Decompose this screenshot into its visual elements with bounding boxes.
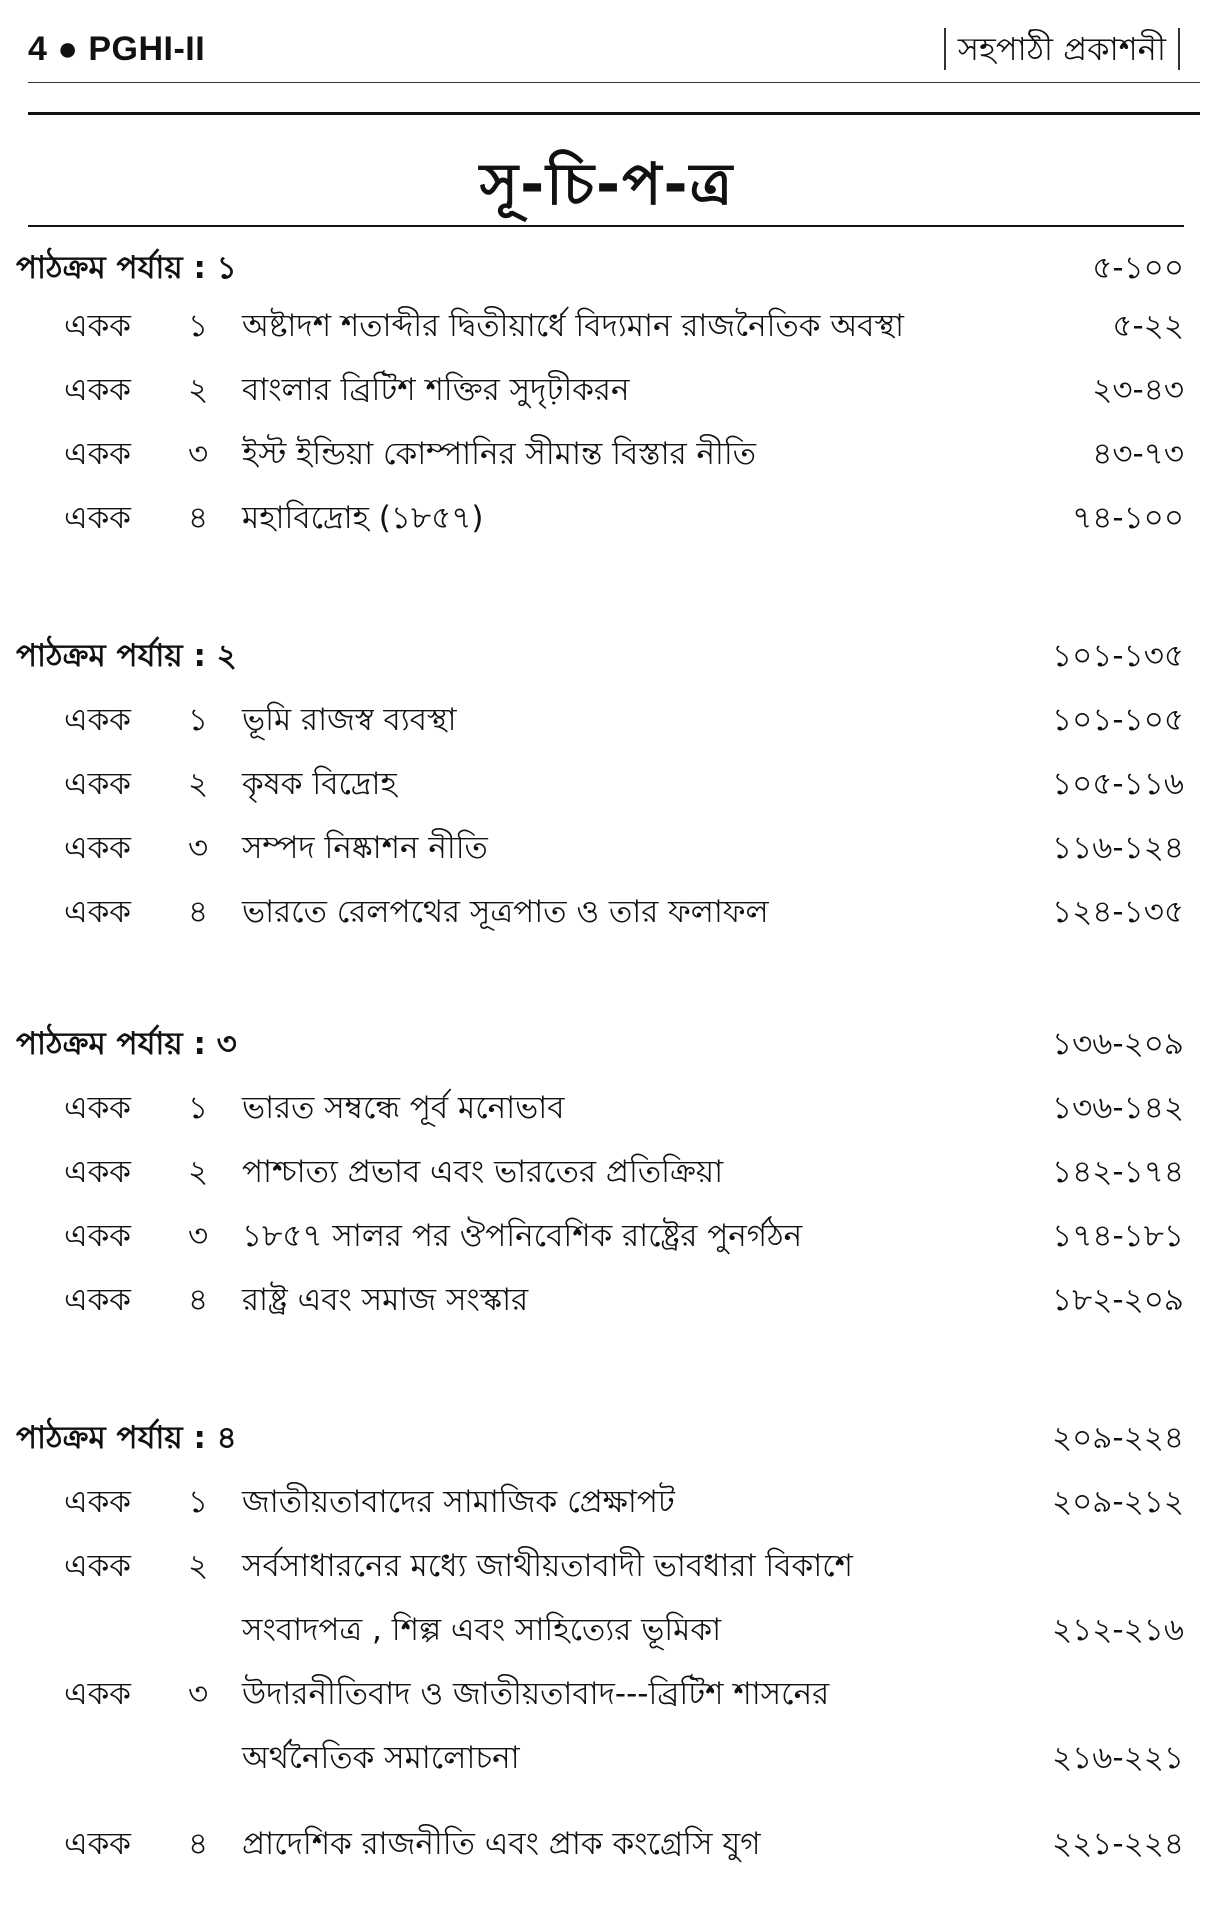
- unit-label: একক: [64, 1218, 131, 1254]
- unit-pages: ১৮২-২০৯: [1051, 1282, 1184, 1318]
- unit-pages: ৭৪-১০০: [1072, 500, 1184, 536]
- unit-label: একক: [64, 372, 131, 408]
- unit-title: ভারতে রেলপথের সূত্রপাত ও তার ফলাফল: [242, 894, 769, 930]
- section-label: পাঠক্রম পর্যায় : ৩: [16, 1026, 237, 1062]
- unit-title: প্রাদেশিক রাজনীতি এবং প্রাক কংগ্রেসি যুগ: [242, 1826, 761, 1862]
- unit-title: ইস্ট ইন্ডিয়া কোম্পানির সীমান্ত বিস্তার নীতি: [242, 436, 756, 472]
- unit-number: ৪: [188, 894, 209, 930]
- section-label: পাঠক্রম পর্যায় : ৪: [16, 1420, 237, 1456]
- unit-title: রাষ্ট্র এবং সমাজ সংস্কার: [242, 1282, 529, 1318]
- unit-pages: ১৭৪-১৮১: [1052, 1218, 1184, 1254]
- unit-title: সর্বসাধারনের মধ্যে জাথীয়তাবাদী ভাবধারা বিকাশে: [242, 1548, 854, 1584]
- unit-pages: ১৩৬-১৪২: [1051, 1090, 1184, 1126]
- unit-number: ১: [188, 308, 209, 344]
- unit-title: ১৮৫৭ সালর পর ঔপনিবেশিক রাষ্ট্রের পুনর্গঠন: [242, 1218, 803, 1254]
- unit-label: একক: [64, 702, 131, 738]
- unit-pages: ১১৬-১২৪: [1052, 830, 1184, 866]
- section-label: পাঠক্রম পর্যায় : ২: [16, 638, 237, 674]
- unit-number: ৩: [188, 1676, 209, 1712]
- unit-title: ভারত সম্বন্ধে পূর্ব মনোভাব: [242, 1090, 565, 1126]
- unit-number: ২: [188, 1154, 209, 1190]
- unit-label: একক: [64, 500, 131, 536]
- header-rule: [28, 112, 1200, 115]
- unit-label: একক: [64, 1676, 131, 1712]
- unit-label: একক: [64, 830, 131, 866]
- unit-label: একক: [64, 1090, 131, 1126]
- publisher-name: সহপাঠী প্রকাশনী: [944, 28, 1180, 70]
- unit-pages: ২২১-২২৪: [1051, 1826, 1184, 1862]
- unit-number: ২: [188, 1548, 209, 1584]
- unit-title-continued: সংবাদপত্র , শিল্প এবং সাহিত্যের ভূমিকা: [242, 1612, 722, 1648]
- unit-pages: ১৪২-১৭৪: [1052, 1154, 1184, 1190]
- unit-pages: ১০১-১০৫: [1052, 702, 1184, 738]
- unit-label: একক: [64, 766, 131, 802]
- unit-number: ৩: [188, 1218, 209, 1254]
- section-pages: ১০১-১৩৫: [1052, 638, 1184, 674]
- unit-title: বাংলার ব্রিটিশ শক্তির সুদৃঢ়ীকরন: [242, 372, 630, 408]
- unit-number: ৩: [188, 830, 209, 866]
- unit-title: জাতীয়তাবাদের সামাজিক প্রেক্ষাপট: [242, 1484, 675, 1520]
- unit-title: উদারনীতিবাদ ও জাতীয়তাবাদ---ব্রিটিশ শাসনের: [242, 1676, 830, 1712]
- page-header: [28, 22, 1200, 83]
- unit-label: একক: [64, 1826, 131, 1862]
- unit-number: ৪: [188, 500, 209, 536]
- unit-pages: ২১৬-২২১: [1051, 1740, 1184, 1776]
- title-rule: [28, 225, 1184, 227]
- unit-number: ৩: [188, 436, 209, 472]
- unit-pages: ২৩-৪৩: [1092, 372, 1184, 408]
- unit-label: একক: [64, 1548, 131, 1584]
- unit-title: পাশ্চাত্য প্রভাব এবং ভারতের প্রতিক্রিয়া: [242, 1154, 724, 1190]
- unit-number: ৪: [188, 1282, 209, 1318]
- section-pages: ৫-১০০: [1092, 250, 1184, 286]
- unit-pages: ৪৩-৭৩: [1092, 436, 1184, 472]
- page-number: 4 ● PGHI-II: [28, 30, 206, 68]
- unit-pages: ১২৪-১৩৫: [1052, 894, 1184, 930]
- unit-pages: ১০৫-১১৬: [1052, 766, 1184, 802]
- unit-label: একক: [64, 1282, 131, 1318]
- unit-pages: ৫-২২: [1112, 308, 1184, 344]
- unit-number: ১: [188, 702, 209, 738]
- unit-title: অষ্টাদশ শতাব্দীর দ্বিতীয়ার্ধে বিদ্যমান রাজনৈতিক অবস্থা: [242, 308, 904, 344]
- unit-label: একক: [64, 1484, 131, 1520]
- section-label: পাঠক্রম পর্যায় : ১: [16, 250, 237, 286]
- unit-number: ২: [188, 766, 209, 802]
- section-pages: ১৩৬-২০৯: [1051, 1026, 1184, 1062]
- unit-title: কৃষক বিদ্রোহ: [242, 766, 397, 802]
- unit-number: ১: [188, 1090, 209, 1126]
- unit-title: সম্পদ নিষ্কাশন নীতি: [242, 830, 488, 866]
- unit-number: ৪: [188, 1826, 209, 1862]
- page-title: সূ-চি-প-ত্র: [479, 150, 735, 218]
- unit-label: একক: [64, 436, 131, 472]
- unit-label: একক: [64, 308, 131, 344]
- unit-pages: ২০৯-২১২: [1051, 1484, 1184, 1520]
- section-pages: ২০৯-২২৪: [1051, 1420, 1184, 1456]
- unit-label: একক: [64, 1154, 131, 1190]
- unit-pages: ২১২-২১৬: [1051, 1612, 1184, 1648]
- unit-number: ২: [188, 372, 209, 408]
- unit-label: একক: [64, 894, 131, 930]
- unit-number: ১: [188, 1484, 209, 1520]
- unit-title: ভূমি রাজস্ব ব্যবস্থা: [242, 702, 457, 738]
- unit-title: মহাবিদ্রোহ (১৮৫৭): [242, 500, 484, 536]
- unit-title-continued: অর্থনৈতিক সমালোচনা: [242, 1740, 520, 1776]
